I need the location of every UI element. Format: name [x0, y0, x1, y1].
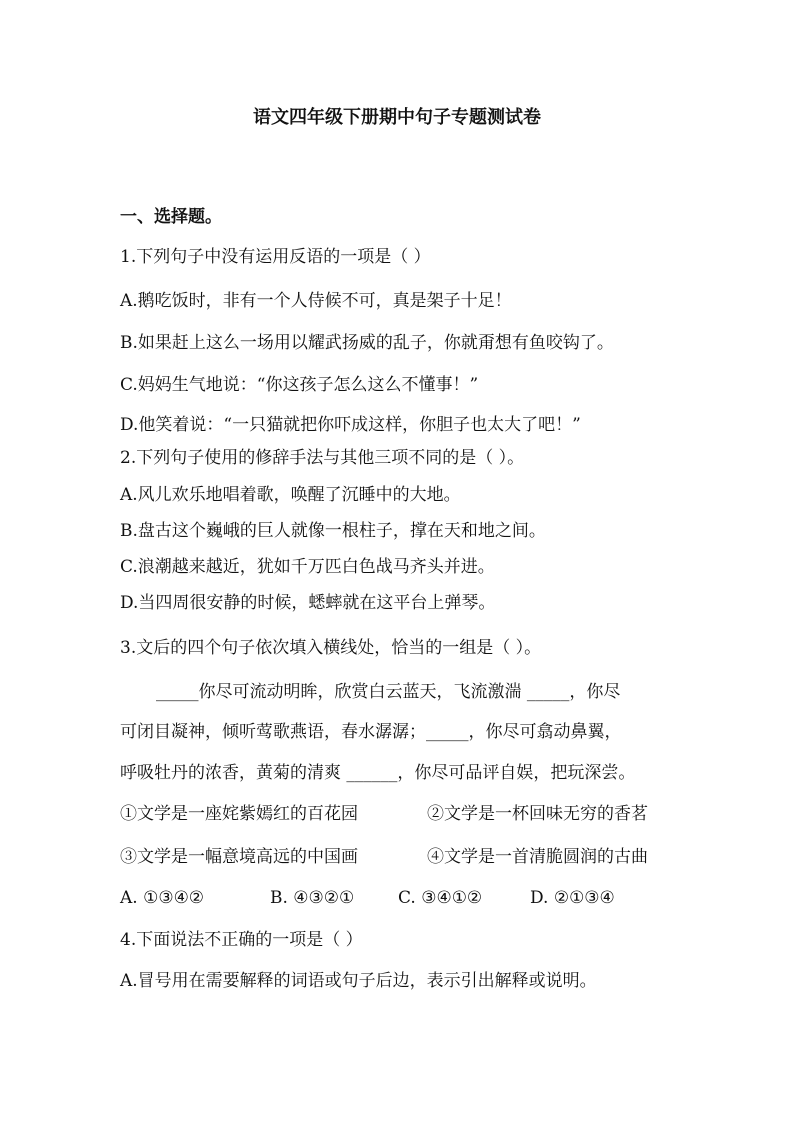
question-2-stem: 2.下列句子使用的修辞手法与其他三项不同的是（ ）。	[120, 448, 525, 468]
question-2-option-b: B.盘古这个巍峨的巨人就像一根柱子，撑在天和地之间。	[120, 521, 546, 541]
question-1-option-b: B.如果赶上这么一场用以耀武扬威的乱子，你就甭想有鱼咬钩了。	[120, 333, 614, 353]
question-3-choice-d: D. ②①③④	[530, 888, 615, 908]
question-1-option-d: D.他笑着说：“一只猫就把你吓成这样，你胆子也太大了吧！”	[120, 415, 581, 435]
question-4-stem: 4.下面说法不正确的一项是（ ）	[120, 930, 363, 950]
question-1-option-c: C.妈妈生气地说：“你这孩子怎么这么不懂事！”	[120, 375, 479, 395]
question-3-passage-line: _____你尽可流动明眸，欣赏白云蓝天，飞流激湍 _____，你尽	[156, 682, 621, 702]
question-1-stem: 1.下列句子中没有运用反语的一项是（ ）	[120, 247, 431, 267]
page-title: 语文四年级下册期中句子专题测试卷	[253, 107, 541, 128]
section-heading: 一、选择题。	[120, 207, 222, 227]
question-3-sentence-4: ④文学是一首清脆圆润的古曲	[427, 847, 648, 867]
question-3-passage-line: 呼吸牡丹的浓香，黄菊的清爽 ______，你尽可品评自娱，把玩深尝。	[120, 763, 636, 783]
question-3-sentence-3: ③文学是一幅意境高远的中国画	[120, 847, 358, 867]
question-2-option-a: A.风儿欢乐地唱着歌，唤醒了沉睡中的大地。	[120, 485, 461, 505]
question-1-option-a: A.鹅吃饭时，非有一个人侍候不可，真是架子十足！	[120, 291, 512, 311]
question-4-option-a: A.冒号用在需要解释的词语或句子后边，表示引出解释或说明。	[120, 971, 597, 991]
question-3-passage-line: 可闭目凝神，倾听莺歌燕语，春水潺潺；_____，你尽可翕动鼻翼，	[120, 722, 622, 742]
question-3-choice-a: A. ①③④②	[120, 888, 205, 908]
question-2-option-c: C.浪潮越来越近，犹如千万匹白色战马齐头并进。	[120, 557, 495, 577]
question-3-choice-b: B. ④③②①	[270, 888, 355, 908]
question-3-stem: 3.文后的四个句子依次填入横线处，恰当的一组是（ ）。	[120, 638, 542, 658]
question-3-choice-c: C. ③④①②	[398, 888, 483, 908]
question-2-option-d: D.当四周很安静的时候，蟋蟀就在这平台上弹琴。	[120, 593, 496, 613]
question-3-sentence-1: ①文学是一座姹紫嫣红的百花园	[120, 804, 358, 824]
question-3-sentence-2: ②文学是一杯回味无穷的香茗	[427, 804, 648, 824]
